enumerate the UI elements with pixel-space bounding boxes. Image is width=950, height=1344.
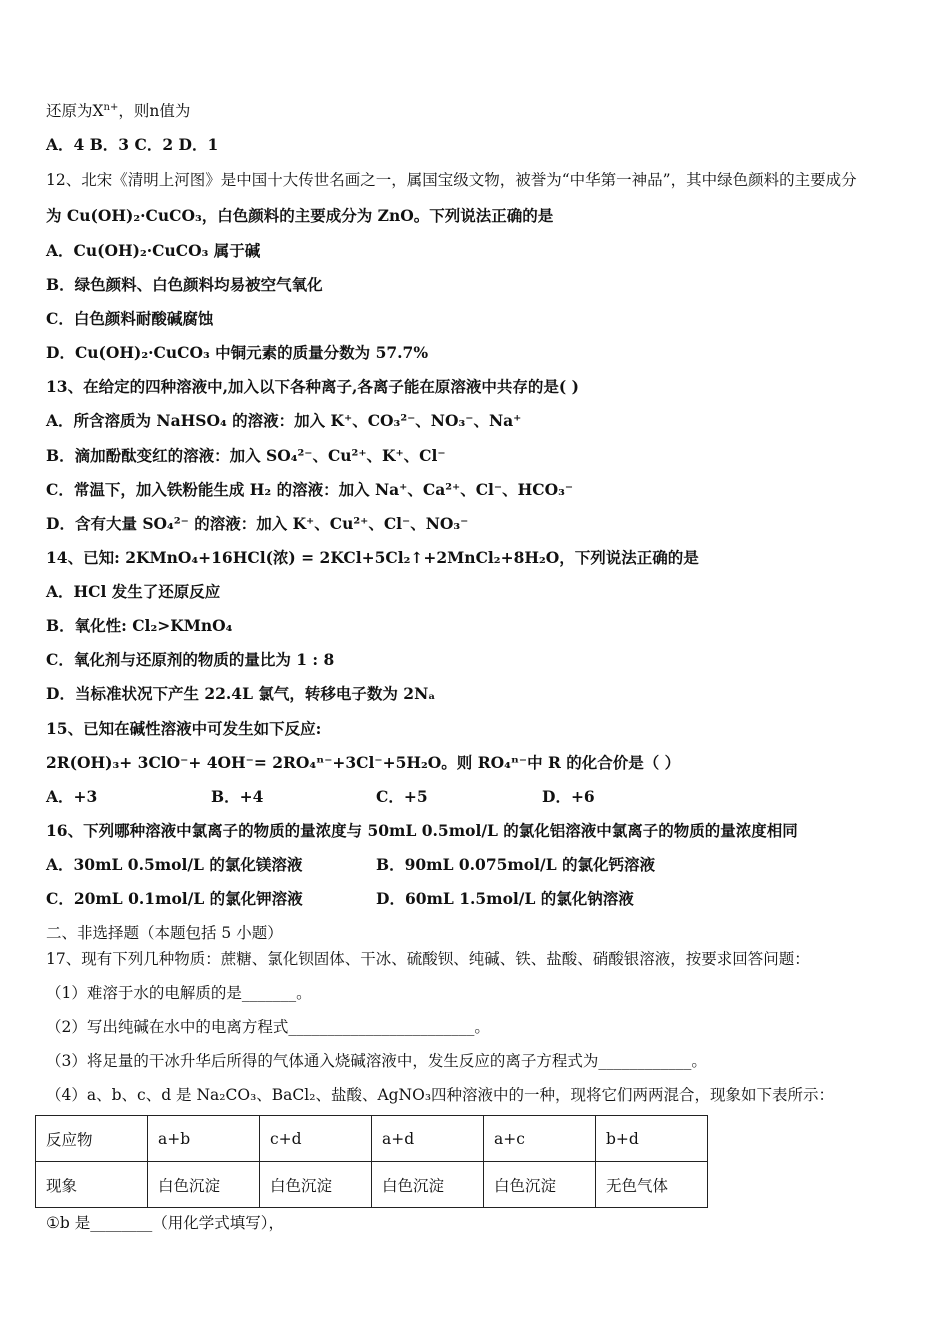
q15-option-a: A．+3 <box>46 787 98 806</box>
table-row <box>36 1162 708 1208</box>
q14-option-b: B．氧化性: Cl₂>KMnO₄ <box>46 616 233 635</box>
q15-option-d: D．+6 <box>542 787 595 806</box>
q13-option-d: D．含有大量 SO₄²⁻ 的溶液：加入 K⁺、Cu²⁺、Cl⁻、NO₃⁻ <box>46 514 469 533</box>
q17-part-3: （3）将足量的干冰升华后所得的气体通入烧碱溶液中，发生反应的离子方程式为____________。 <box>46 1052 707 1070</box>
table-cell: 反应物 <box>36 1116 148 1162</box>
table-cell: c+d <box>260 1116 372 1162</box>
q16-stem: 16、下列哪种溶液中氯离子的物质的量浓度与 50mL 0.5mol/L 的氯化铝溶液中氯离子的物质的量浓度相同 <box>46 821 798 840</box>
q14-stem: 14、已知: 2KMnO₄+16HCl(浓) = 2KCl+5Cl₂↑+2MnCl₂+8H₂O，下列说法正确的是 <box>46 548 699 567</box>
q15-option-b: B．+4 <box>211 787 264 806</box>
table-cell: 无色气体 <box>596 1162 708 1208</box>
q15-option-c: C．+5 <box>376 787 428 806</box>
q13-option-b: B．滴加酚酞变红的溶液：加入 SO₄²⁻、Cu²⁺、K⁺、Cl⁻ <box>46 446 446 465</box>
table-cell: 白色沉淀 <box>260 1162 372 1208</box>
q17-part-1: （1）难溶于水的电解质的是_______。 <box>46 984 312 1002</box>
q14-option-c: C．氧化剂与还原剂的物质的量比为 1 : 8 <box>46 650 335 669</box>
table-cell: a+d <box>372 1116 484 1162</box>
prev-tail-text: 还原为X <box>46 102 104 120</box>
prev-tail-end-text: ，则n值为 <box>118 102 191 120</box>
table-cell: a+b <box>148 1116 260 1162</box>
previous-question-tail <box>46 101 190 121</box>
table-row <box>36 1116 708 1162</box>
q17-part-4: （4）a、b、c、d 是 Na₂CO₃、BaCl₂、盐酸、AgNO₃四种溶液中的一种，现将它们两两混合，现象如下表所示： <box>46 1086 835 1104</box>
q14-option-a: A．HCl 发生了还原反应 <box>46 582 221 601</box>
section-2-heading: 二、非选择题（本题包括 5 小题） <box>46 924 283 942</box>
q17-part-2: （2）写出纯碱在水中的电离方程式________________________。 <box>46 1018 490 1036</box>
prev-tail-superscript: n+ <box>103 101 119 113</box>
q13-stem: 13、在给定的四种溶液中,加入以下各种离子,各离子能在原溶液中共存的是( ) <box>46 377 579 396</box>
q15-equation: 2R(OH)₃+ 3ClO⁻+ 4OH⁻= 2RO₄ⁿ⁻+3Cl⁻+5H₂O。则 RO₄ⁿ⁻中 R 的化合价是（ ） <box>46 753 681 772</box>
table-cell: a+c <box>484 1116 596 1162</box>
q13-option-c: C．常温下，加入铁粉能生成 H₂ 的溶液：加入 Na⁺、Ca²⁺、Cl⁻、HCO₃⁻ <box>46 480 574 499</box>
reaction-table <box>35 1115 708 1208</box>
table-cell: b+d <box>596 1116 708 1162</box>
q17-sub-question-1: ①b 是________（用化学式填写）， <box>46 1214 284 1232</box>
q16-option-a: A．30mL 0.5mol/L 的氯化镁溶液 <box>46 855 303 874</box>
q16-option-b: B．90mL 0.075mol/L 的氯化钙溶液 <box>376 855 655 874</box>
q12-stem-line1: 12、北宋《清明上河图》是中国十大传世名画之一，属国宝级文物，被誉为“中华第一神品”，其中绿色颜料的主要成分 <box>46 171 857 189</box>
previous-question-options: A．4 B．3 C．2 D．1 <box>46 135 219 154</box>
q13-option-a: A．所含溶质为 NaHSO₄ 的溶液：加入 K⁺、CO₃²⁻、NO₃⁻、Na⁺ <box>46 411 522 430</box>
q12-option-b: B．绿色颜料、白色颜料均易被空气氧化 <box>46 275 323 294</box>
q12-stem-line2: 为 Cu(OH)₂·CuCO₃，白色颜料的主要成分为 ZnO。下列说法正确的是 <box>46 206 554 225</box>
table-cell: 白色沉淀 <box>372 1162 484 1208</box>
q15-stem: 15、已知在碱性溶液中可发生如下反应: <box>46 719 322 738</box>
q14-option-d: D．当标准状况下产生 22.4L 氯气，转移电子数为 2Nₐ <box>46 684 436 703</box>
q16-option-d: D．60mL 1.5mol/L 的氯化钠溶液 <box>376 889 634 908</box>
table-cell: 白色沉淀 <box>148 1162 260 1208</box>
q12-option-c: C．白色颜料耐酸碱腐蚀 <box>46 309 214 328</box>
q12-option-d: D．Cu(OH)₂·CuCO₃ 中铜元素的质量分数为 57.7% <box>46 343 429 362</box>
table-cell: 现象 <box>36 1162 148 1208</box>
q12-option-a: A．Cu(OH)₂·CuCO₃ 属于碱 <box>46 241 261 260</box>
table-cell: 白色沉淀 <box>484 1162 596 1208</box>
q16-option-c: C．20mL 0.1mol/L 的氯化钾溶液 <box>46 889 303 908</box>
q17-stem: 17、现有下列几种物质：蔗糖、氯化钡固体、干冰、硫酸钡、纯碱、铁、盐酸、硝酸银溶液，按要求回答问题： <box>46 950 810 968</box>
